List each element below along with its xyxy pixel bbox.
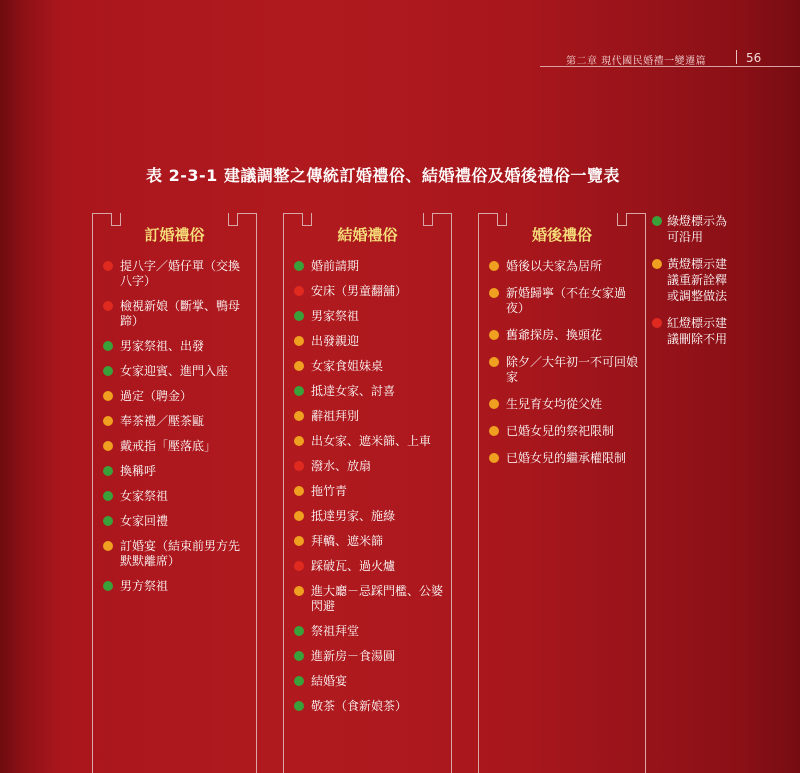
green-light-icon: [294, 311, 304, 321]
list-item: [103, 389, 250, 404]
list-item: [294, 459, 445, 474]
orange-light-icon: [489, 453, 499, 463]
item-text: 戴戒指「壓落底」: [120, 439, 217, 453]
list-item: [103, 259, 250, 289]
list-item: [294, 509, 445, 524]
red-light-icon: [294, 286, 304, 296]
item-text: 奉茶禮／壓茶甌: [120, 414, 205, 428]
column-title: 婚後禮俗: [531, 226, 592, 244]
item-text: 潑水、放扇: [311, 459, 372, 473]
list-item: [294, 334, 445, 349]
list-item: [103, 539, 250, 569]
item-text: 辭祖拜別: [311, 409, 360, 423]
list-item: [294, 674, 445, 689]
green-light-icon: [103, 366, 113, 376]
list-item: [489, 424, 639, 439]
orange-light-icon: [489, 261, 499, 271]
green-light-icon: [294, 386, 304, 396]
item-text: 換稱呼: [120, 464, 157, 478]
item-text: 出女家、遮米篩、上車: [311, 434, 432, 448]
legend: [652, 213, 732, 358]
list-item: [489, 259, 639, 274]
green-light-icon: [103, 581, 113, 591]
column-title: 訂婚禮俗: [144, 226, 205, 244]
orange-light-icon: [103, 441, 113, 451]
list-item: [294, 649, 445, 664]
legend-text: 紅燈標示建議刪除不用: [667, 316, 728, 346]
list-item: [103, 464, 250, 479]
chapter-title: 第二章 現代國民婚禮一變遷篇: [566, 56, 707, 67]
list-item: [489, 397, 639, 412]
orange-light-icon: [489, 357, 499, 367]
item-text: 除夕／大年初一不可回娘家: [506, 355, 639, 384]
list-item: [489, 286, 639, 316]
green-light-icon: [294, 651, 304, 661]
red-light-icon: [652, 318, 662, 328]
list-item: [294, 624, 445, 639]
list-item: [294, 559, 445, 574]
legend-text: 黃燈標示建議重新詮釋或調整做法: [667, 257, 728, 303]
orange-light-icon: [294, 361, 304, 371]
item-text: 提八字／婚仔單（交換八字）: [120, 259, 241, 288]
list-item: [294, 584, 445, 614]
item-text: 敬茶（食新娘茶）: [311, 699, 408, 713]
green-light-icon: [294, 676, 304, 686]
item-text: 女家祭祖: [120, 489, 169, 503]
item-text: 過定（聘金）: [120, 389, 193, 403]
list-item: [103, 414, 250, 429]
green-light-icon: [294, 701, 304, 711]
list-item: [103, 364, 250, 379]
list-item: [489, 328, 639, 343]
item-text: 舊爺探房、換頭花: [506, 328, 603, 342]
orange-light-icon: [489, 330, 499, 340]
item-list: [489, 259, 639, 478]
list-item: [103, 489, 250, 504]
orange-light-icon: [294, 511, 304, 521]
item-text: 男家祭祖: [311, 309, 360, 323]
item-text: 已婚女兒的祭祀限制: [506, 424, 615, 438]
list-item: [103, 299, 250, 329]
orange-light-icon: [294, 411, 304, 421]
green-light-icon: [294, 261, 304, 271]
item-text: 女家回禮: [120, 514, 169, 528]
legend-item: [652, 256, 732, 304]
list-item: [294, 699, 445, 714]
page-number: 56: [746, 51, 762, 65]
item-text: 生兒育女均從父姓: [506, 397, 603, 411]
item-text: 檢視新娘（斷掌、鴨母蹄）: [120, 299, 241, 328]
list-item: [294, 259, 445, 274]
orange-light-icon: [489, 399, 499, 409]
list-item: [103, 439, 250, 454]
list-item: [294, 384, 445, 399]
item-text: 新婚歸寧（不在女家過夜）: [506, 286, 627, 315]
column-after-marriage: [478, 213, 646, 773]
green-light-icon: [103, 491, 113, 501]
item-text: 女家食姐妹桌: [311, 359, 384, 373]
list-item: [294, 284, 445, 299]
green-light-icon: [103, 341, 113, 351]
red-light-icon: [294, 461, 304, 471]
item-text: 踩破瓦、過火爐: [311, 559, 396, 573]
item-text: 祭祖拜堂: [311, 624, 360, 638]
legend-item: [652, 315, 732, 347]
list-item: [294, 484, 445, 499]
list-item: [489, 355, 639, 385]
item-text: 婚後以夫家為居所: [506, 259, 603, 273]
orange-light-icon: [103, 541, 113, 551]
item-text: 拖竹青: [311, 484, 348, 498]
list-item: [294, 434, 445, 449]
list-item: [294, 534, 445, 549]
green-light-icon: [652, 216, 662, 226]
item-text: 婚前請期: [311, 259, 360, 273]
orange-light-icon: [294, 486, 304, 496]
list-item: [294, 359, 445, 374]
orange-light-icon: [103, 416, 113, 426]
green-light-icon: [103, 516, 113, 526]
orange-light-icon: [294, 436, 304, 446]
green-light-icon: [294, 626, 304, 636]
item-text: 出發親迎: [311, 334, 360, 348]
list-item: [103, 514, 250, 529]
item-list: [103, 259, 250, 604]
item-text: 拜轎、遮米篩: [311, 534, 384, 548]
legend-text: 綠燈標示為可沿用: [667, 214, 728, 244]
list-item: [294, 409, 445, 424]
column-engagement: [92, 213, 257, 773]
item-text: 男家祭祖、出發: [120, 339, 205, 353]
item-text: 女家迎賓、進門入座: [120, 364, 229, 378]
list-item: [103, 579, 250, 594]
list-item: [103, 339, 250, 354]
legend-item: [652, 213, 732, 245]
header-separator: [736, 50, 737, 64]
red-light-icon: [103, 301, 113, 311]
orange-light-icon: [103, 391, 113, 401]
column-wedding: [283, 213, 452, 773]
item-text: 已婚女兒的繼承權限制: [506, 451, 627, 465]
item-text: 訂婚宴（結束前男方先默默離席）: [120, 539, 241, 568]
item-text: 進新房－食湯圓: [311, 649, 396, 663]
item-text: 抵達男家、施綠: [311, 509, 396, 523]
item-list: [294, 259, 445, 724]
orange-light-icon: [652, 259, 662, 269]
item-text: 男方祭祖: [120, 579, 169, 593]
orange-light-icon: [489, 426, 499, 436]
red-light-icon: [103, 261, 113, 271]
list-item: [489, 451, 639, 466]
table-title: 表 2-3-1 建議調整之傳統訂婚禮俗、結婚禮俗及婚後禮俗一覽表: [146, 166, 620, 185]
item-text: 安床（男童翻舖）: [311, 284, 408, 298]
item-text: 進大廳－忌踩門檻、公婆閃避: [311, 584, 444, 613]
orange-light-icon: [294, 336, 304, 346]
green-light-icon: [103, 466, 113, 476]
red-light-icon: [294, 561, 304, 571]
item-text: 抵達女家、討喜: [311, 384, 396, 398]
orange-light-icon: [294, 586, 304, 596]
orange-light-icon: [489, 288, 499, 298]
orange-light-icon: [294, 536, 304, 546]
column-title: 結婚禮俗: [337, 226, 398, 244]
item-text: 結婚宴: [311, 674, 348, 688]
list-item: [294, 309, 445, 324]
